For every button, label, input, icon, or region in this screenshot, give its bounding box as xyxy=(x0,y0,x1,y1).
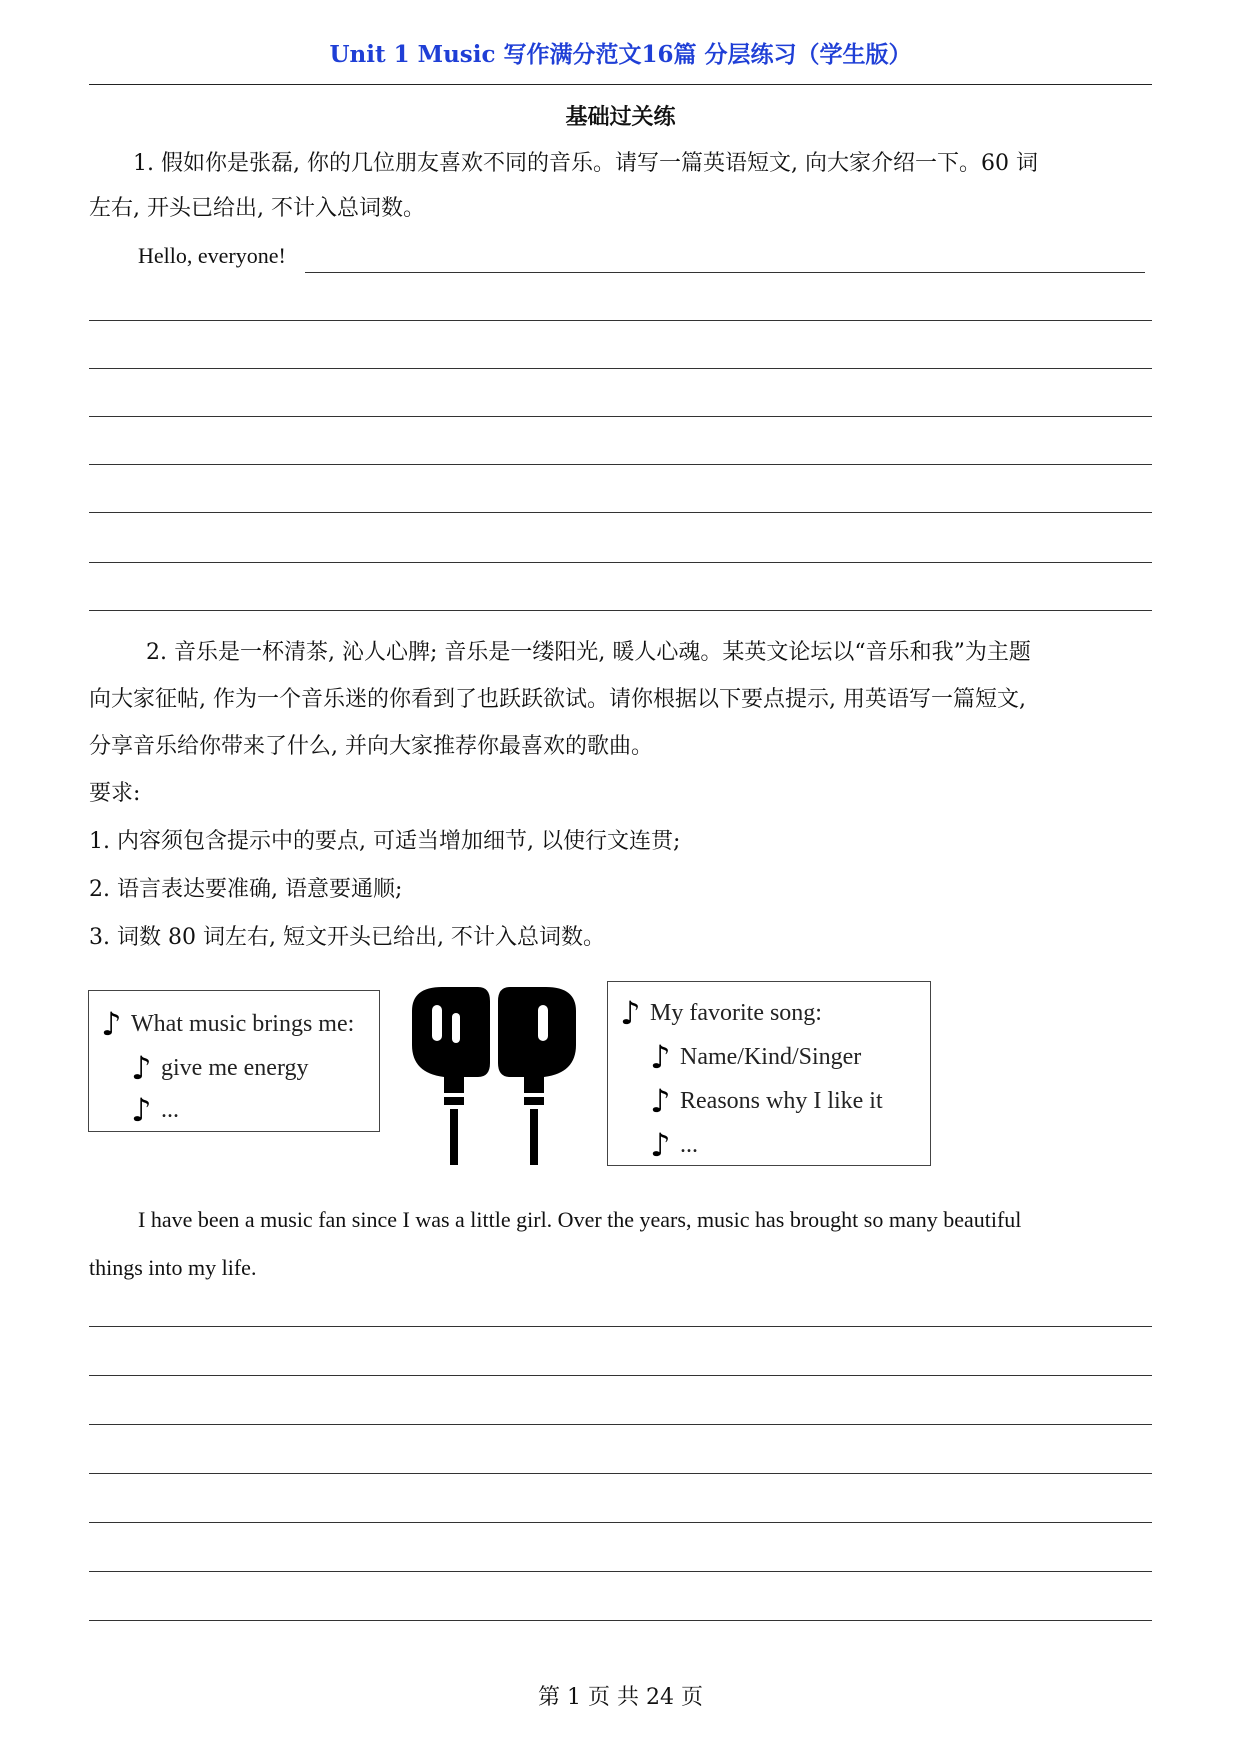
hint-box-heading-row xyxy=(620,994,822,1032)
q2-requirement-3: 3. 词数 80 词左右, 短文开头已给出, 不计入总词数。 xyxy=(89,925,605,950)
earbud-right-collar xyxy=(524,1097,544,1105)
q2-starter-line1: I have been a music fan since I was a little girl. Over the years, music has brought so many beautiful xyxy=(138,1207,1022,1232)
hint-box-favorite-song xyxy=(607,981,931,1166)
earbud-left-grille xyxy=(452,1013,460,1043)
q2-answer-line[interactable] xyxy=(89,1620,1152,1621)
q1-answer-line[interactable] xyxy=(89,610,1152,611)
q2-answer-line[interactable] xyxy=(89,1375,1152,1376)
q2-answer-line[interactable] xyxy=(89,1522,1152,1523)
hint-box-item: Reasons why I like it xyxy=(680,1088,883,1114)
q2-starter-line2: things into my life. xyxy=(89,1255,257,1280)
q2-answer-line[interactable] xyxy=(89,1473,1152,1474)
q2-prompt-line3: 分享音乐给你带来了什么, 并向大家推荐你最喜欢的歌曲。 xyxy=(89,734,653,759)
hint-box-item-row xyxy=(650,1038,861,1076)
hint-box-item: ... xyxy=(161,1097,179,1123)
q1-starter-text: Hello, everyone! xyxy=(138,243,286,268)
hint-box-what-music-brings xyxy=(88,990,380,1132)
hint-box-heading: What music brings me: xyxy=(131,1011,355,1037)
music-note-icon: ♪ xyxy=(650,1082,671,1120)
earbud-left xyxy=(412,987,490,1093)
q2-requirement-2: 2. 语言表达要准确, 语意要通顺; xyxy=(89,877,403,902)
earbud-left-grille xyxy=(432,1005,442,1041)
hint-box-item-row xyxy=(131,1049,309,1087)
music-note-icon: ♪ xyxy=(101,1005,122,1043)
hint-box-item: ... xyxy=(680,1132,698,1158)
q1-answer-line[interactable] xyxy=(89,464,1152,465)
hint-box-item-row xyxy=(131,1091,179,1129)
q2-answer-line[interactable] xyxy=(89,1424,1152,1425)
earbud-left-cable xyxy=(450,1109,458,1165)
q1-starter-blank[interactable] xyxy=(305,272,1145,273)
q1-answer-line[interactable] xyxy=(89,562,1152,563)
section-title: 基础过关练 xyxy=(565,104,676,130)
hint-box-item-row xyxy=(650,1126,698,1164)
earbuds-icon xyxy=(398,985,590,1165)
page-number: 第 1 页 共 24 页 xyxy=(538,1685,703,1710)
earbud-left-collar xyxy=(444,1097,464,1105)
q1-answer-line[interactable] xyxy=(89,320,1152,321)
music-note-icon: ♪ xyxy=(131,1091,152,1129)
earbud-right-grille xyxy=(538,1005,548,1041)
q1-prompt-line1: 1. 假如你是张磊, 你的几位朋友喜欢不同的音乐。请写一篇英语短文, 向大家介绍一下。60 词 xyxy=(133,151,1038,176)
music-note-icon: ♪ xyxy=(650,1126,671,1164)
page-header-title: Unit 1 Music 写作满分范文16篇 分层练习（学生版） xyxy=(329,41,912,68)
q2-prompt-line1: 2. 音乐是一杯清茶, 沁人心脾; 音乐是一缕阳光, 暖人心魂。某英文论坛以“音乐和我”为主题 xyxy=(146,640,1031,665)
earbud-right-cable xyxy=(530,1109,538,1165)
header-divider xyxy=(89,84,1152,85)
earbud-right xyxy=(498,987,576,1093)
hint-box-heading: My favorite song: xyxy=(650,1000,822,1026)
q1-answer-line[interactable] xyxy=(89,368,1152,369)
music-note-icon: ♪ xyxy=(131,1049,152,1087)
hint-box-heading-row xyxy=(101,1005,354,1043)
hint-box-item-row xyxy=(650,1082,883,1120)
q1-answer-line[interactable] xyxy=(89,416,1152,417)
music-note-icon: ♪ xyxy=(650,1038,671,1076)
q1-answer-line[interactable] xyxy=(89,512,1152,513)
music-note-icon: ♪ xyxy=(620,994,641,1032)
q2-requirements-title: 要求: xyxy=(89,781,141,806)
q2-requirement-1: 1. 内容须包含提示中的要点, 可适当增加细节, 以使行文连贯; xyxy=(89,829,681,854)
q2-answer-line[interactable] xyxy=(89,1571,1152,1572)
hint-box-item: Name/Kind/Singer xyxy=(680,1044,862,1070)
hint-box-item: give me energy xyxy=(161,1055,309,1081)
q2-prompt-line2: 向大家征帖, 作为一个音乐迷的你看到了也跃跃欲试。请你根据以下要点提示, 用英语写一篇短文, xyxy=(89,687,1026,712)
q1-prompt-line2: 左右, 开头已给出, 不计入总词数。 xyxy=(89,196,425,221)
q2-answer-line[interactable] xyxy=(89,1326,1152,1327)
